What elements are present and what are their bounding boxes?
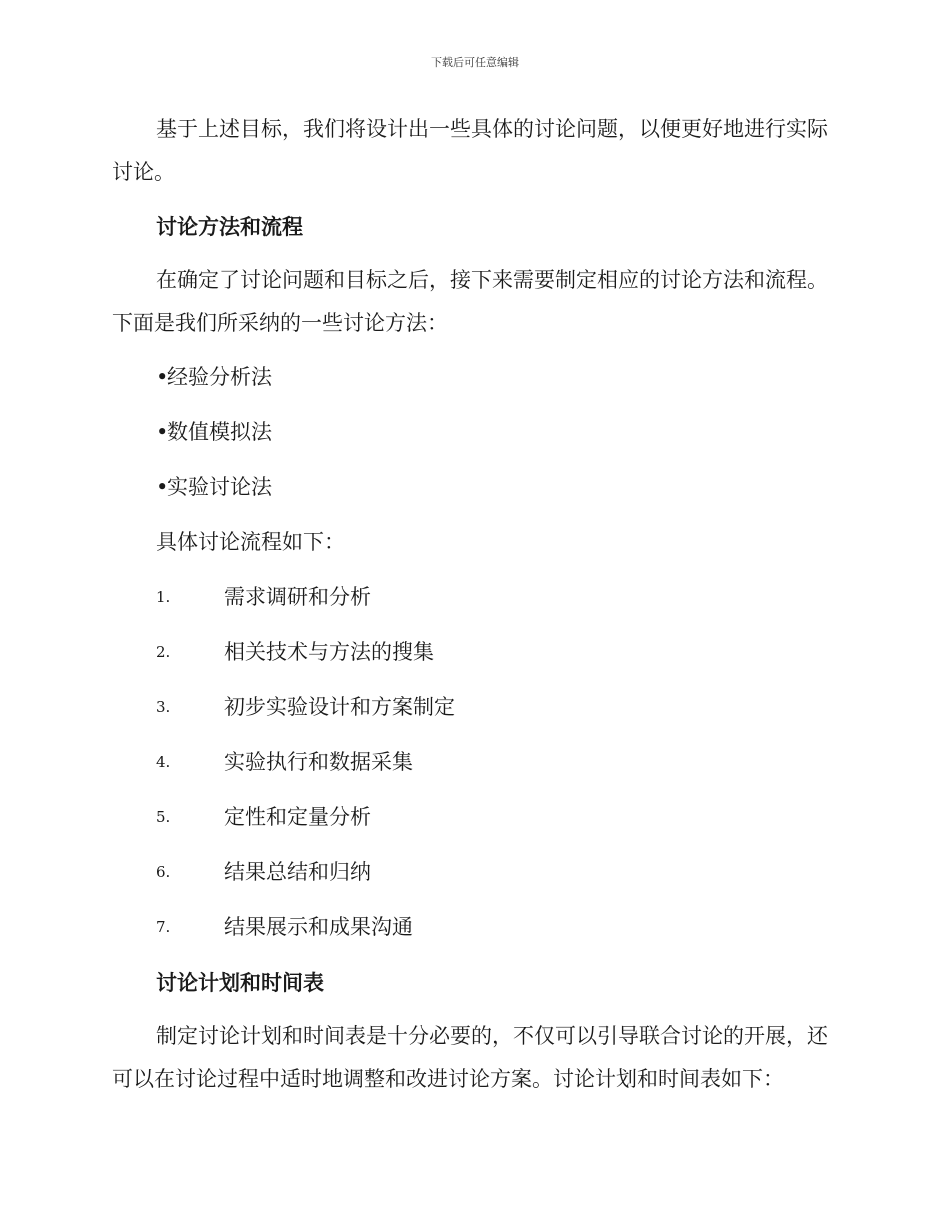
section-heading-schedule: 讨论计划和时间表	[156, 970, 324, 995]
step-number: 1.	[156, 588, 171, 606]
list-item	[112, 851, 834, 894]
document-body	[112, 108, 834, 1112]
bullet-dot: •	[156, 365, 169, 389]
paragraph-goals-summary: 基于上述目标，我们将设计出一些具体的讨论问题，以便更好地进行实际讨论。	[112, 117, 828, 184]
step-label: 定性和定量分析	[224, 805, 371, 829]
step-label: 初步实验设计和方案制定	[224, 695, 455, 719]
section-heading-methods: 讨论方法和流程	[156, 214, 303, 239]
page-header: 下载后可任意编辑	[431, 56, 519, 69]
list-item	[112, 906, 834, 949]
list-item	[112, 356, 834, 399]
method-label: 实验讨论法	[167, 475, 272, 499]
flow-intro: 具体讨论流程如下：	[156, 530, 345, 554]
step-number: 4.	[156, 753, 171, 771]
bullet-dot: •	[156, 420, 169, 444]
step-label: 实验执行和数据采集	[224, 750, 413, 774]
method-label: 数值模拟法	[167, 420, 272, 444]
list-item	[112, 741, 834, 784]
list-item	[112, 686, 834, 729]
list-item	[112, 466, 834, 509]
step-label: 结果展示和成果沟通	[224, 915, 413, 939]
paragraph-methods-intro: 在确定了讨论问题和目标之后，接下来需要制定相应的讨论方法和流程。下面是我们所采纳的一些讨论方法：	[112, 268, 828, 335]
step-number: 7.	[156, 918, 171, 936]
step-number: 5.	[156, 808, 171, 826]
paragraph-schedule-intro: 制定讨论计划和时间表是十分必要的，不仅可以引导联合讨论的开展，还可以在讨论过程中适时地调整和改进讨论方案。讨论计划和时间表如下：	[112, 1024, 828, 1091]
list-item	[112, 796, 834, 839]
step-number: 3.	[156, 698, 171, 716]
list-item	[112, 411, 834, 454]
step-number: 6.	[156, 863, 171, 881]
step-label: 需求调研和分析	[224, 585, 371, 609]
step-number: 2.	[156, 643, 171, 661]
step-label: 结果总结和归纳	[224, 860, 371, 884]
step-label: 相关技术与方法的搜集	[224, 640, 434, 664]
bullet-dot: •	[156, 475, 169, 499]
method-label: 经验分析法	[167, 365, 272, 389]
list-item	[112, 631, 834, 674]
list-item	[112, 576, 834, 619]
